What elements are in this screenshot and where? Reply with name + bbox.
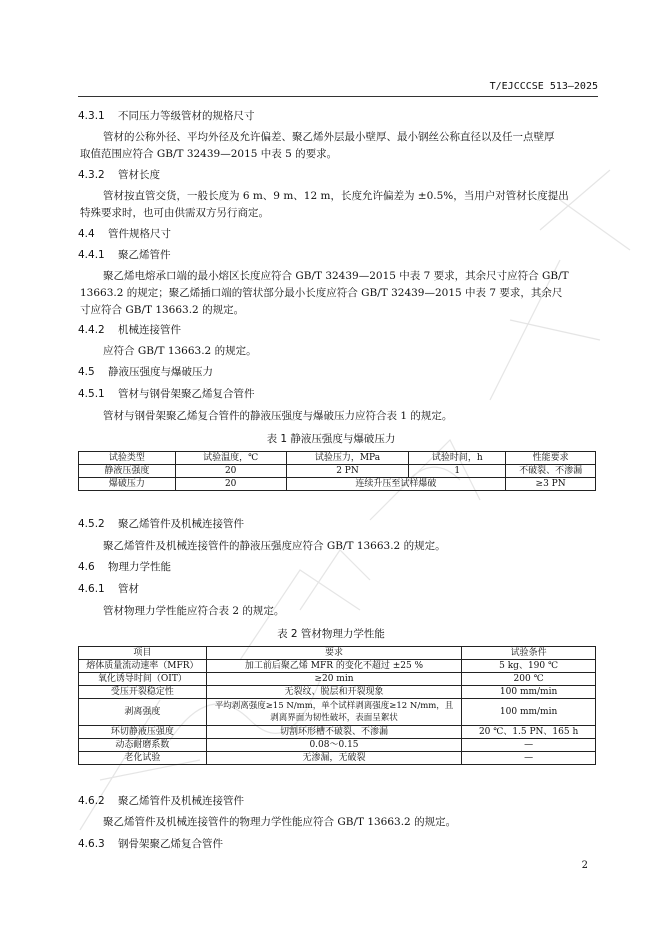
para-4-3-2-line2: 特殊要求时，也可由供需双方另行商定。 xyxy=(80,207,269,219)
table-cell: 200 ℃ xyxy=(462,673,596,686)
table1-header-cell: 试验压力，MPa xyxy=(286,452,409,465)
heading-4-3-2: 4.3.2 管材长度 xyxy=(78,169,160,181)
table-cell: 20 xyxy=(175,465,286,478)
heading-4-6-3: 4.6.3 钢骨架聚乙烯复合管件 xyxy=(78,838,223,850)
table-row xyxy=(79,673,596,686)
table-cell: 环切静液压强度 xyxy=(79,726,207,739)
table-cell: 20 xyxy=(175,478,286,491)
table1-header-cell: 试验时间，h xyxy=(409,452,506,465)
heading-4-4-2: 4.4.2 机械连接管件 xyxy=(78,324,181,336)
table2-header-cell: 项目 xyxy=(79,647,207,660)
table-row xyxy=(79,660,596,673)
table-cell: 氧化诱导时间（OIT） xyxy=(79,673,207,686)
standard-code: T/EJCCCSE 513—2025 xyxy=(489,81,598,92)
table-cell: 2 PN xyxy=(286,465,409,478)
table-cell: 无渗漏，无破裂 xyxy=(206,752,461,765)
table-cell: 1 xyxy=(409,465,506,478)
table2-caption: 表 2 管材物理力学性能 xyxy=(277,628,385,640)
table-cell: 5 kg、190 ℃ xyxy=(462,660,596,673)
table-cell: 20 ℃、1.5 PN、165 h xyxy=(462,726,596,739)
heading-4-4: 4.4 管件规格尺寸 xyxy=(78,228,171,240)
para-4-6-1-line1: 管材物理力学性能应符合表 2 的规定。 xyxy=(103,605,285,617)
heading-4-3-1: 4.3.1 不同压力等级管材的规格尺寸 xyxy=(78,110,255,122)
heading-4-5: 4.5 静液压强度与爆破压力 xyxy=(78,366,213,378)
table-row xyxy=(79,699,596,726)
table-cell: 爆破压力 xyxy=(79,478,176,491)
table-row xyxy=(79,726,596,739)
table2-header-row xyxy=(79,647,596,660)
heading-4-5-2: 4.5.2 聚乙烯管件及机械连接管件 xyxy=(78,518,244,530)
para-4-4-1-line1: 聚乙烯电熔承口端的最小熔区长度应符合 GB/T 32439—2015 中表 7 要求，其余尺寸应符合 GB/T xyxy=(103,270,569,282)
heading-4-6-2: 4.6.2 聚乙烯管件及机械连接管件 xyxy=(78,795,244,807)
para-4-4-1-line3: 寸应符合 GB/T 13663.2 的规定。 xyxy=(80,304,245,316)
table-cell: 熔体质量流动速率（MFR） xyxy=(79,660,207,673)
table-row xyxy=(79,752,596,765)
table2 xyxy=(78,646,596,765)
table-cell: ≥3 PN xyxy=(506,478,596,491)
table-cell: 连续升压至试样爆破 xyxy=(286,478,506,491)
table-cell xyxy=(206,699,461,726)
table-cell: — xyxy=(462,752,596,765)
para-4-5-2-line1: 聚乙烯管件及机械连接管件的静液压强度应符合 GB/T 13663.2 的规定。 xyxy=(103,540,446,552)
header-rule xyxy=(78,96,598,97)
page-number: 2 xyxy=(581,860,588,871)
table-cell: 静液压强度 xyxy=(79,465,176,478)
para-4-3-1-line1: 管材的公称外径、平均外径及允许偏差、聚乙烯外层最小壁厚、最小钢丝公称直径以及任一点壁厚 xyxy=(103,131,555,143)
table-row xyxy=(79,686,596,699)
para-4-5-1-line1: 管材与钢骨架聚乙烯复合管件的静液压强度与爆破压力应符合表 1 的规定。 xyxy=(103,410,453,422)
table1-header-cell: 试验类型 xyxy=(79,452,176,465)
peel-requirement-line2: 剥离界面为韧性破坏，表面呈絮状 xyxy=(270,713,398,723)
table-cell: ≥20 min xyxy=(206,673,461,686)
table1-header-cell: 试验温度，℃ xyxy=(175,452,286,465)
table-row xyxy=(79,478,596,491)
heading-4-4-1: 4.4.1 聚乙烯管件 xyxy=(78,249,171,261)
table-cell: 切割环形槽不破裂、不渗漏 xyxy=(206,726,461,739)
heading-4-6: 4.6 物理力学性能 xyxy=(78,561,171,573)
table-cell: 受压开裂稳定性 xyxy=(79,686,207,699)
table-row xyxy=(79,465,596,478)
table1 xyxy=(78,451,596,491)
heading-4-6-1: 4.6.1 管材 xyxy=(78,583,139,595)
heading-4-5-1: 4.5.1 管材与钢骨架聚乙烯复合管件 xyxy=(78,388,255,400)
peel-requirement-line1: 平均剥离强度≥15 N/mm，单个试样剥离强度≥12 N/mm，且 xyxy=(214,701,454,711)
table1-header-cell: 性能要求 xyxy=(506,452,596,465)
table-cell: 剥离强度 xyxy=(79,699,207,726)
table-cell: 100 mm/min xyxy=(462,686,596,699)
para-4-4-2-line1: 应符合 GB/T 13663.2 的规定。 xyxy=(103,345,257,357)
table-row xyxy=(79,739,596,752)
para-4-3-2-line1: 管材按直管交货，一般长度为 6 m、9 m、12 m，长度允许偏差为 ±0.5%，当用户对管材长度提出 xyxy=(103,190,569,202)
table-cell: 0.08～0.15 xyxy=(206,739,461,752)
table-cell: 动态耐磨系数 xyxy=(79,739,207,752)
table-cell: 无裂纹、脱层和开裂现象 xyxy=(206,686,461,699)
table1-caption: 表 1 静液压强度与爆破压力 xyxy=(266,433,396,445)
table2-header-cell: 要求 xyxy=(206,647,461,660)
table2-header-cell: 试验条件 xyxy=(462,647,596,660)
table-cell: 老化试验 xyxy=(79,752,207,765)
table-cell: 100 mm/min xyxy=(462,699,596,726)
table-cell: — xyxy=(462,739,596,752)
para-4-6-2-line1: 聚乙烯管件及机械连接管件的物理力学性能应符合 GB/T 13663.2 的规定。 xyxy=(103,816,457,828)
table-cell: 不破裂、不渗漏 xyxy=(506,465,596,478)
para-4-4-1-line2: 13663.2 的规定；聚乙烯插口端的管状部分最小长度应符合 GB/T 32439—2015 中表 7 要求，其余尺 xyxy=(80,287,563,299)
table-cell: 加工前后聚乙烯 MFR 的变化不超过 ±25 % xyxy=(206,660,461,673)
para-4-3-1-line2: 取值范围应符合 GB/T 32439—2015 中表 5 的要求。 xyxy=(80,148,338,160)
table1-header-row xyxy=(79,452,596,465)
